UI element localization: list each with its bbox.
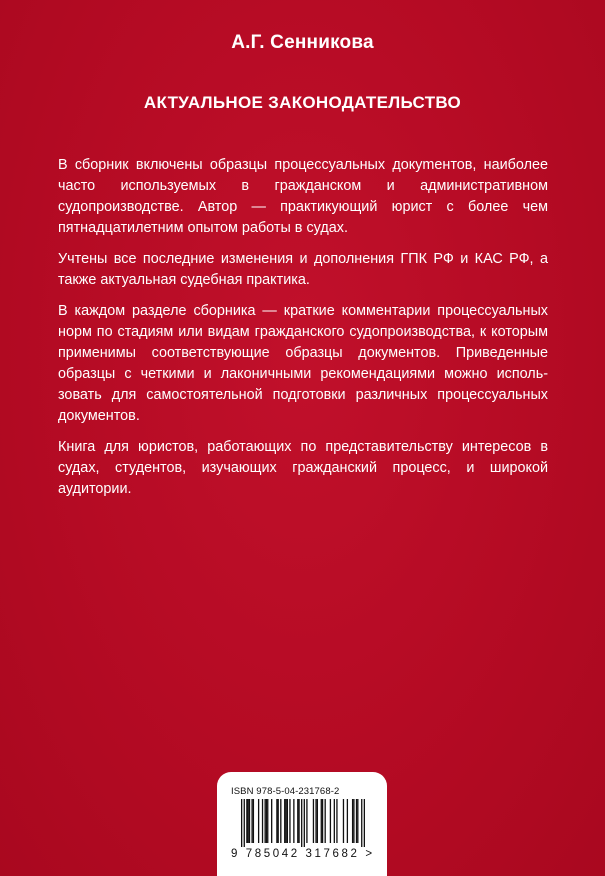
barcode-bar <box>249 799 250 843</box>
barcode-bar <box>264 799 265 843</box>
barcode-bar <box>297 799 298 843</box>
barcode-bar <box>336 799 337 843</box>
series-title: АКТУАЛЬНОЕ ЗАКОНОДАТЕЛЬСТВО <box>143 93 462 112</box>
barcode-panel <box>217 772 387 876</box>
barcode-bar <box>322 799 323 843</box>
isbn-number: ISBN 978-5-04-231768-2 <box>231 786 340 797</box>
barcode-bar <box>244 799 245 847</box>
barcode-image <box>241 799 365 847</box>
barcode-digits: 9 785042 317682 > <box>231 848 375 860</box>
barcode-bar <box>347 799 348 843</box>
barcode-bar <box>315 799 316 843</box>
barcode-bar <box>356 799 357 843</box>
barcode-bar <box>364 799 365 847</box>
barcode-bar <box>313 799 314 843</box>
barcode-bar <box>343 799 344 843</box>
barcode-bar <box>361 799 362 847</box>
barcode-bar <box>287 799 288 843</box>
barcode-bar <box>284 799 285 843</box>
barcode-bar <box>325 799 326 843</box>
barcode-bar <box>266 799 267 843</box>
barcode-bar <box>304 799 305 847</box>
barcode-bar <box>271 799 272 843</box>
barcode-bar <box>321 799 322 843</box>
annotation-paragraph-1: В сборник включены образцы процессуальных докуmентов, наиболее часто используемых в гражданском и административном судопроизводстве. Автор — практикующий юрист с более чем пятнадцатилетним опытом работы в судах. <box>58 157 548 236</box>
barcode-bar <box>258 799 259 843</box>
barcode-bar <box>301 799 302 847</box>
barcode-bar <box>262 799 263 843</box>
annotation-paragraph-2: Учтены все последние изменения и дополнения ГПК РФ и КАС РФ, а также актуальная судебная практика. <box>58 251 548 288</box>
barcode-bar <box>306 799 307 843</box>
barcode-bar <box>251 799 252 843</box>
barcode-bar <box>334 799 335 843</box>
barcode-bar <box>330 799 331 843</box>
barcode-bar <box>241 799 242 847</box>
annotation-paragraph-4: Книга для юристов, работающих по представительству интересов в судах, студентов, изучающих гражданский процесс, и широкой аудитории. <box>58 439 548 497</box>
barcode-bar <box>267 799 268 843</box>
annotation-text <box>58 155 548 510</box>
barcode-bar <box>246 799 247 843</box>
author-name: А.Г. Сенникова <box>231 32 374 53</box>
barcode-bar <box>317 799 318 843</box>
annotation-paragraph-3: В каждом разделе сборника — краткие комментарии процессуальных норм по стадиям или видам гражданского судопроизводства, к которым применимы соответствующие образцы документов. Приведенные образцы с четкими и лаконичными рекомендациями можно использовать для самостоятельной подготовки различных процессуальных документов. <box>58 303 548 424</box>
barcode-bar <box>293 799 294 843</box>
barcode-bar <box>352 799 353 843</box>
barcode-bar <box>289 799 290 843</box>
barcode-bar <box>285 799 286 843</box>
barcode-bar <box>298 799 299 843</box>
barcode-bar <box>357 799 358 843</box>
barcode-bar <box>253 799 254 843</box>
barcode-bar <box>280 799 281 843</box>
barcode-bar <box>248 799 249 843</box>
barcode-bar <box>278 799 279 843</box>
barcode-bar <box>276 799 277 843</box>
barcode-bar <box>353 799 354 843</box>
